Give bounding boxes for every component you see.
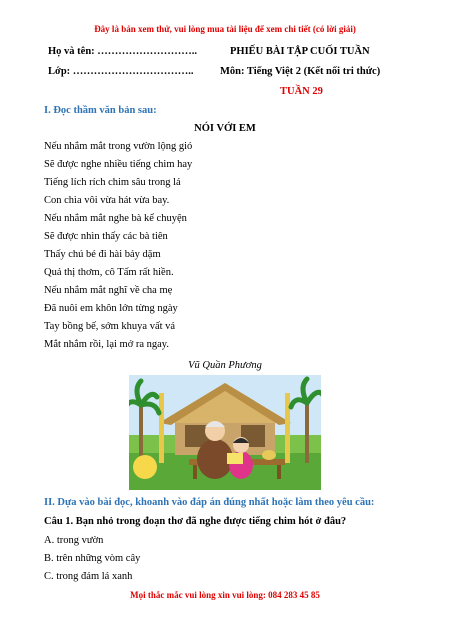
question-1: Câu 1. Bạn nhỏ trong đoạn thơ đã nghe được tiếng chim hót ở đâu? bbox=[44, 516, 347, 527]
poem-line: Nếu nhắm mắt nghĩ về cha mẹ bbox=[44, 285, 173, 296]
option-b[interactable]: B. trên những vòm cây bbox=[44, 553, 141, 564]
story-illustration bbox=[129, 375, 321, 490]
poem-line: Con chìa vôi vừa hát vừa bay. bbox=[44, 195, 170, 206]
poem-line: Tay bồng bế, sớm khuya vất vả bbox=[44, 321, 176, 332]
poem-line: Nếu nhắm mắt nghe bà kể chuyện bbox=[44, 213, 187, 224]
section1-heading: I. Đọc thầm văn bản sau: bbox=[44, 105, 157, 116]
poem-line: Mắt nhắm rồi, lại mở ra ngay. bbox=[44, 339, 170, 350]
poem-line: Thấy chú bé đi hài bảy dặm bbox=[44, 249, 161, 260]
class-field: Lớp: …………………………….. bbox=[48, 66, 194, 77]
subject-line: Môn: Tiếng Việt 2 (Kết nối tri thức) bbox=[220, 66, 381, 77]
poem-title: NÓI VỚI EM bbox=[194, 123, 256, 134]
sheet-title: PHIẾU BÀI TẬP CUỐI TUẦN bbox=[230, 46, 370, 57]
section2-heading: II. Dựa vào bài đọc, khoanh vào đáp án đúng nhất hoặc làm theo yêu cầu: bbox=[44, 497, 375, 508]
poem-line: Sẽ được nghe nhiều tiếng chim hay bbox=[44, 159, 193, 170]
option-c[interactable]: C. trong đám lá xanh bbox=[44, 571, 133, 582]
poem-line: Quả thị thơm, cô Tấm rất hiền. bbox=[44, 267, 174, 278]
preview-banner: Đây là bản xem thử, vui lòng mua tài liệu để xem chi tiết (có lời giải) bbox=[94, 24, 356, 34]
name-field: Họ và tên: ……………………….. bbox=[48, 46, 198, 57]
option-a[interactable]: A. trong vườn bbox=[44, 535, 104, 546]
poem-line: Nếu nhắm mắt trong vườn lộng gió bbox=[44, 141, 193, 152]
contact-footer: Mọi thắc mắc vui lòng xin vui lòng: 084 283 45 85 bbox=[130, 590, 320, 600]
week-label: TUẦN 29 bbox=[280, 86, 323, 97]
poem-author: Vũ Quần Phương bbox=[188, 360, 262, 371]
poem-line: Tiếng lích rích chim sâu trong lá bbox=[44, 177, 181, 188]
poem-line: Sẽ được nhìn thấy các bà tiên bbox=[44, 231, 168, 242]
poem-line: Đã nuôi em khôn lớn từng ngày bbox=[44, 303, 178, 314]
